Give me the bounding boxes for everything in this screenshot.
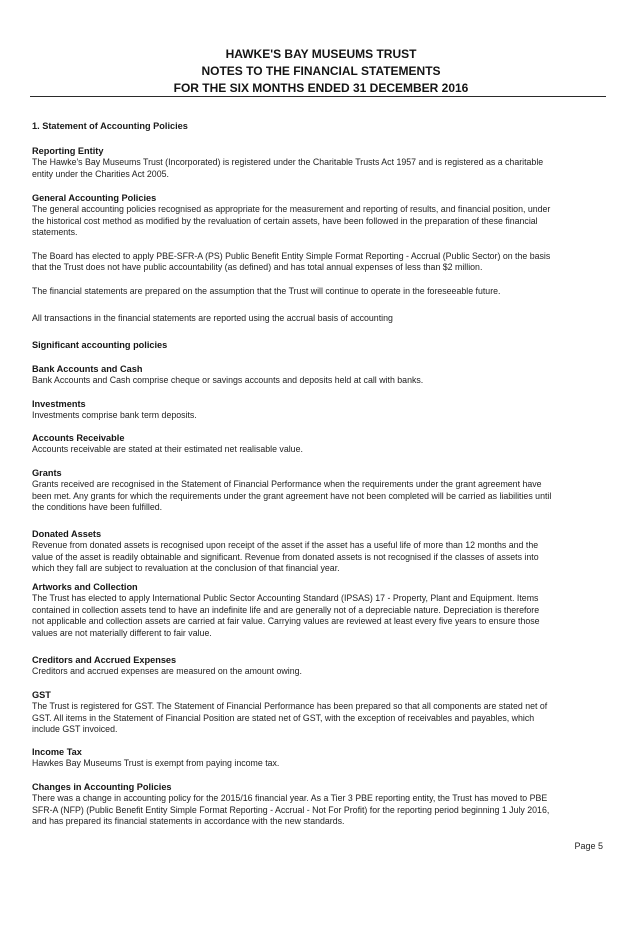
document-title: [0, 46, 642, 97]
section-title: 1. Statement of Accounting Policies: [32, 121, 188, 131]
creditors-section: [32, 654, 612, 678]
section-heading: Investments: [32, 399, 86, 409]
text-line: statements.: [32, 227, 78, 238]
text-line: There was a change in accounting policy for the 2015/16 financial year. As a Tier 3 PBE reporting entity, the Trust has moved to PBE: [32, 793, 548, 804]
text-line: entity under the Charities Act 2005.: [32, 168, 169, 179]
text-line: Grants received are recognised in the Statement of Financial Performance when the requirements under the grant agreement have: [32, 479, 542, 490]
text-line: Hawkes Bay Museums Trust is exempt from paying income tax.: [32, 758, 280, 769]
text-line: values are not materially different to fair value.: [32, 627, 212, 638]
bank-accounts-section: [32, 363, 612, 387]
text-line: The Trust has elected to apply International Public Sector Accounting Standard (IPSAS) 17 - Property, Plant and Equipment. Items: [32, 593, 539, 604]
text-line: been met. Any grants for which the requirements under the grant agreement have not been completed will be carried as liabilities until: [32, 490, 552, 501]
general-policies-section: [32, 192, 612, 239]
text-line: that the Trust does not have public accountability (as defined) and has total annual expenses of less than $2 million.: [32, 262, 483, 273]
section-heading: Bank Accounts and Cash: [32, 364, 143, 374]
section-heading: Donated Assets: [32, 529, 102, 539]
investments-section: [32, 398, 612, 422]
text-line: The financial statements are prepared on the assumption that the Trust will continue to operate in the foreseeable future.: [32, 286, 501, 296]
page-number: Page 5: [574, 841, 603, 851]
text-line: the historical cost method as modified by the revaluation of certain assets, have been followed in the preparation of these financial: [32, 215, 538, 226]
title-period: FOR THE SIX MONTHS ENDED 31 DECEMBER 2016: [173, 81, 469, 95]
text-line: Bank Accounts and Cash comprise cheque or savings accounts and deposits held at call with banks.: [32, 375, 424, 386]
text-line: Creditors and accrued expenses are measured on the amount owing.: [32, 666, 302, 677]
section-heading: Income Tax: [32, 747, 82, 757]
accrual-basis-paragraph: [32, 313, 612, 324]
text-line: contained in collection assets tend to have an indefinite life and are generally not of a depreciable nature. Depreciation is therefore: [32, 604, 540, 615]
text-line: include GST invoiced.: [32, 724, 118, 735]
text-line: Revenue from donated assets is recognised upon receipt of the asset if the asset has a useful life of more than 12 months and the: [32, 540, 539, 551]
board-paragraph: [32, 251, 612, 274]
title-organisation: HAWKE'S BAY MUSEUMS TRUST: [225, 47, 417, 61]
text-line: All transactions in the financial statements are reported using the accrual basis of accounting: [32, 313, 393, 323]
section-heading: GST: [32, 690, 51, 700]
text-line: not applicable and collection assets are carried at fair value. Carrying values are reviewed at least every five years to ensure those: [32, 616, 540, 627]
artworks-section: [32, 581, 612, 639]
significant-policies-heading-block: [32, 339, 612, 351]
text-line: The Board has elected to apply PBE-SFR-A (PS) Public Benefit Entity Simple Format Reporting - Accrual (Public Sector) on the basis: [32, 251, 551, 261]
text-line: The Hawke's Bay Museums Trust (Incorporated) is registered under the Charitable Trusts Act 1957 and is registered as a charitable: [32, 157, 544, 168]
text-line: Investments comprise bank term deposits.: [32, 410, 197, 421]
text-line: value of the asset is readily obtainable and significant. Revenue from donated assets is not recognised if the classes of assets into: [32, 551, 539, 562]
text-line: and has prepared its financial statements in accordance with the new standards.: [32, 816, 345, 827]
text-line: The general accounting policies recognised as appropriate for the measurement and reporting of results, and financial position, under: [32, 204, 551, 215]
text-line: The Trust is registered for GST. The Statement of Financial Performance has been prepared so that all components are stated net of: [32, 701, 548, 712]
gst-section: [32, 689, 612, 736]
section-heading: Grants: [32, 468, 62, 478]
reporting-entity-section: [32, 145, 612, 180]
section-heading: Changes in Accounting Policies: [32, 782, 172, 792]
income-tax-section: [32, 746, 612, 770]
statement-heading-block: [32, 120, 612, 132]
section-heading: Creditors and Accrued Expenses: [32, 655, 177, 665]
going-concern-paragraph: [32, 286, 612, 297]
text-line: SFR-A (NFP) (Public Benefit Entity Simple Format Reporting - Accrual - Not For Profit) for the reporting period beginning 1 July 2016,: [32, 804, 550, 815]
text-line: the conditions have been fulfilled.: [32, 502, 163, 513]
grants-section: [32, 467, 612, 514]
donated-assets-section: [32, 528, 612, 575]
subsection-title: Significant accounting policies: [32, 340, 168, 350]
changes-section: [32, 781, 612, 828]
section-heading: Reporting Entity: [32, 146, 104, 156]
section-heading: Artworks and Collection: [32, 582, 138, 592]
text-line: Accounts receivable are stated at their estimated net realisable value.: [32, 444, 303, 455]
text-line: GST. All items in the Statement of Financial Position are stated net of GST, with the exception of receivables and payables, which: [32, 712, 535, 723]
section-heading: Accounts Receivable: [32, 433, 125, 443]
section-heading: General Accounting Policies: [32, 193, 157, 203]
accounts-receivable-section: [32, 432, 612, 456]
text-line: which they fall are subject to revaluation at the conclusion of that financial year.: [32, 563, 340, 574]
title-document: NOTES TO THE FINANCIAL STATEMENTS: [201, 64, 441, 78]
title-rule: [30, 96, 606, 97]
